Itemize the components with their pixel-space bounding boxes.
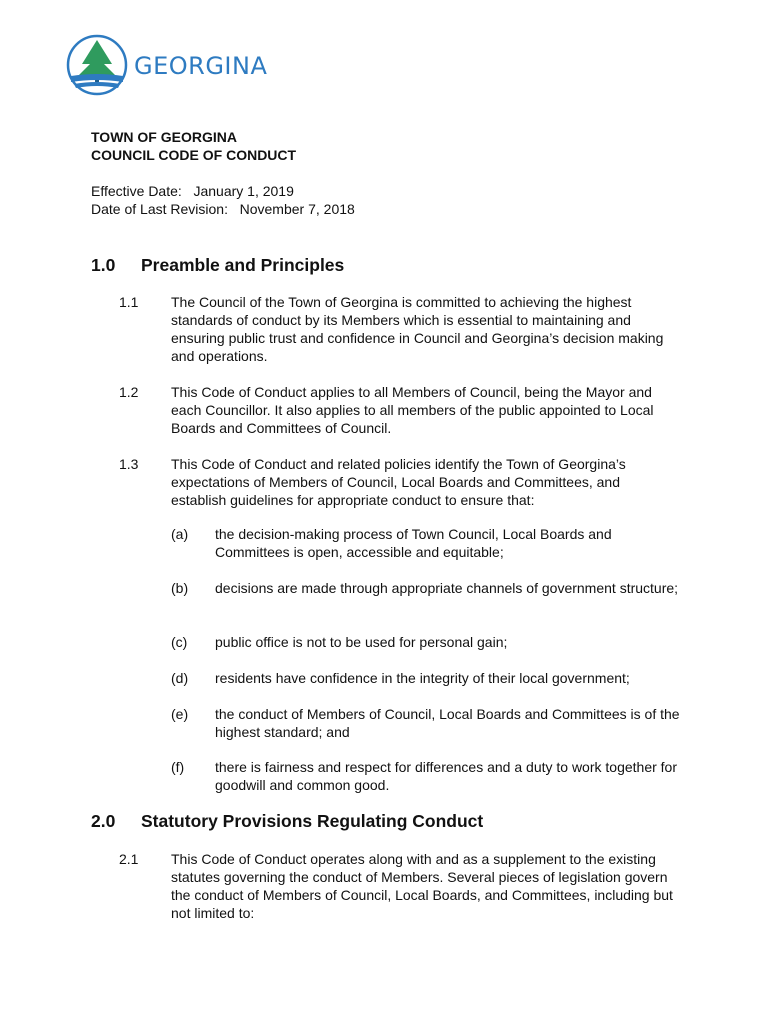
clause-text: This Code of Conduct operates along with and as a supplement to the existing statutes governing the conduct of Members. Several pieces of legislation govern the conduct of Members of Council, Local Boards, and Committees, including but not limited to: <box>171 851 673 921</box>
georgina-logo-icon <box>66 34 128 96</box>
section-title: Preamble and Principles <box>141 255 345 275</box>
clause-text: This Code of Conduct applies to all Members of Council, being the Mayor and each Councillor. It also applies to all members of the public appointed to Local Boards and Committees of Council. <box>171 384 654 436</box>
revision-date: Date of Last Revision: November 7, 2018 <box>91 201 355 217</box>
subitem-label: (f) <box>171 759 185 775</box>
subitem-text: there is fairness and respect for differences and a duty to work together for goodwill and common good. <box>215 759 677 793</box>
subitem-f <box>171 758 681 794</box>
subitem-text: public office is not to be used for personal gain; <box>215 634 508 650</box>
clause-text: The Council of the Town of Georgina is committed to achieving the highest standards of conduct by its Members which is essential to maintaining and ensuring public trust and confidence in Council and Georgina’s decision making and operations. <box>171 294 664 364</box>
subitem-label: (b) <box>171 580 189 596</box>
clause-2-1 <box>119 850 679 922</box>
subitem-label: (c) <box>171 634 188 650</box>
clause-number: 1.2 <box>119 384 139 400</box>
effective-date: Effective Date: January 1, 2019 <box>91 183 294 199</box>
clause-text: This Code of Conduct and related policies identify the Town of Georgina’s expectations of Members of Council, Local Boards and Committees, and establish guidelines for appropriate conduct to ensure that: <box>171 456 626 508</box>
clause-number: 2.1 <box>119 851 139 867</box>
logo-wordmark: GEORGINA <box>134 52 268 80</box>
document-header <box>91 128 296 164</box>
clause-1-1 <box>119 293 679 365</box>
clause-number: 1.3 <box>119 456 139 472</box>
subitem-a <box>171 525 681 561</box>
section-title: Statutory Provisions Regulating Conduct <box>141 811 484 831</box>
clause-number: 1.1 <box>119 294 139 310</box>
document-dates <box>91 182 355 218</box>
clause-1-3 <box>119 455 679 509</box>
subitem-label: (e) <box>171 706 189 722</box>
header-town: TOWN OF GEORGINA <box>91 129 237 145</box>
subitem-text: residents have confidence in the integrity of their local government; <box>215 670 630 686</box>
section-number: 1.0 <box>91 255 116 275</box>
clause-1-2 <box>119 383 679 437</box>
section-heading-1 <box>91 255 344 276</box>
section-heading-2 <box>91 811 483 832</box>
subitem-c <box>171 633 681 651</box>
subitem-label: (a) <box>171 526 189 542</box>
header-title: COUNCIL CODE OF CONDUCT <box>91 147 297 163</box>
subitem-text: the conduct of Members of Council, Local Boards and Committees is of the highest standard; and <box>215 706 680 740</box>
subitem-e <box>171 705 681 741</box>
subitem-label: (d) <box>171 670 189 686</box>
subitem-text: decisions are made through appropriate channels of government structure; <box>215 580 679 596</box>
section-number: 2.0 <box>91 811 116 831</box>
subitem-text: the decision-making process of Town Council, Local Boards and Committees is open, accessible and equitable; <box>215 526 612 560</box>
subitem-b <box>171 579 681 597</box>
subitem-d <box>171 669 681 687</box>
